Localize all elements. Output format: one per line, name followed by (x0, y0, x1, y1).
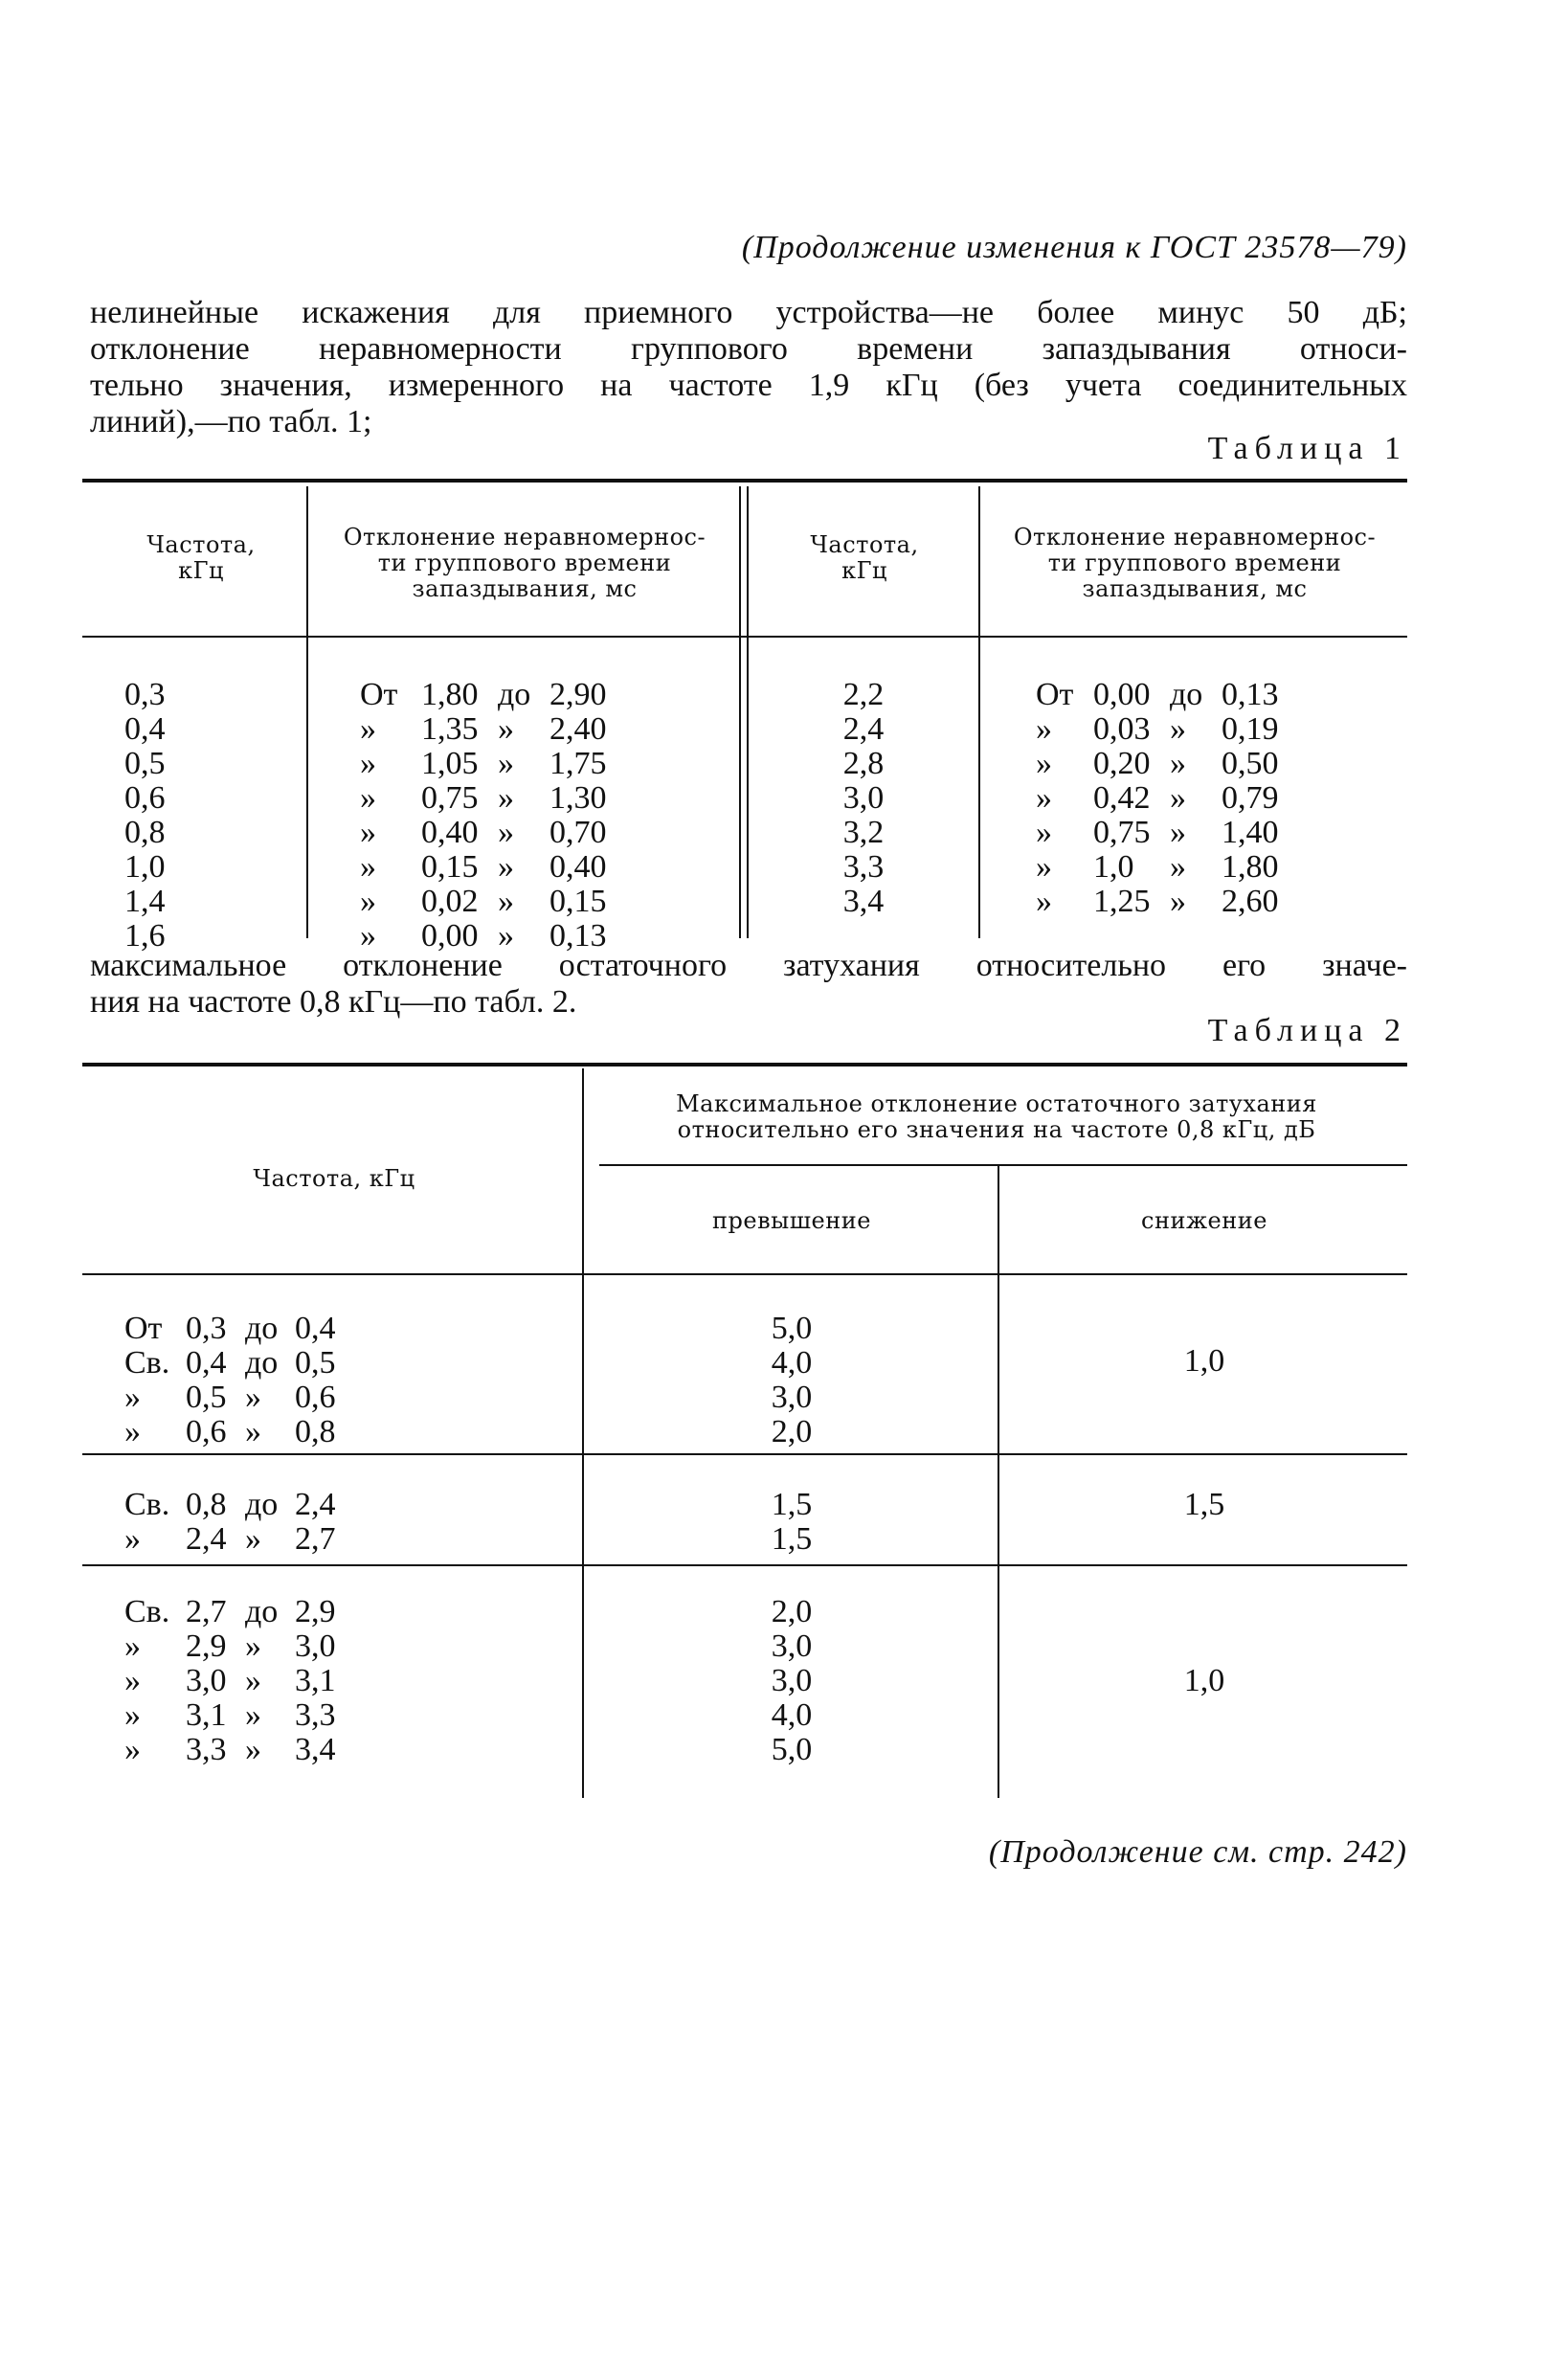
table1-double-divider (747, 486, 749, 938)
table2-decrease-cell: 1,0 (1183, 1663, 1225, 1698)
table2-header-excess: превышение (712, 1207, 871, 1234)
paragraph-line: тельно значения, измеренного на частоте 1,9 кГц (без учета соединительных (90, 368, 1407, 403)
table1-divider (978, 486, 980, 938)
table2-mid-column: до до » » (245, 1311, 279, 1449)
table1-header-deviation-left: Отклонение неравномернос- ти группового времени запаздывания, мс (343, 524, 706, 602)
table2-to-column: 0,4 0,5 0,6 0,8 (295, 1311, 336, 1449)
table1-header-rule (82, 636, 1407, 638)
freq-cell: 1,4 (124, 884, 166, 919)
paragraph-line: максимальное отклонение остаточного затухания относительно его значе- (90, 948, 1407, 983)
table1-right-prefix-column: От » » » » » » (1036, 677, 1074, 919)
table1-left-freq-column (124, 678, 211, 954)
freq-cell: 0,6 (124, 780, 166, 816)
paragraph-line: отклонение неравномерности группового времени запаздывания относи- (90, 331, 1407, 367)
table2-prefix-column: От Св. » » (124, 1311, 170, 1449)
freq-cell: 3,0 (842, 780, 885, 816)
freq-cell: 0,3 (124, 677, 166, 712)
freq-cell: 2,2 (842, 677, 885, 712)
table2-group-rule (82, 1564, 1407, 1566)
paragraph-line: нелинейные искажения для приемного устройства—не более минус 50 дБ; (90, 295, 1407, 330)
freq-cell: 2,8 (842, 746, 885, 781)
table2-decrease-cell: 1,0 (1183, 1343, 1225, 1379)
table2-caption: Таблица 2 (1207, 1013, 1407, 1048)
table2-header-decrease: снижение (1141, 1207, 1267, 1234)
table2-to-column: 2,9 3,0 3,1 3,3 3,4 (295, 1594, 336, 1767)
table2-divider (998, 1275, 999, 1798)
table1-caption: Таблица 1 (1207, 431, 1407, 466)
table1-double-divider (739, 486, 741, 938)
table1-right-freq-column (823, 678, 904, 919)
freq-cell: 3,4 (842, 884, 885, 919)
freq-cell: 1,0 (124, 849, 166, 885)
paragraph-line: линий),—по табл. 1; (90, 404, 372, 439)
table2-divider (998, 1166, 999, 1273)
table2-prefix-column: Св. » (124, 1487, 170, 1557)
table1-divider (306, 486, 308, 938)
freq-cell: 0,8 (124, 815, 166, 850)
table2-header-rule (82, 1273, 1407, 1275)
freq-cell: 3,2 (842, 815, 885, 850)
continuation-footer: (Продолжение см. стр. 242) (988, 1834, 1407, 1870)
freq-cell: 0,4 (124, 711, 166, 747)
freq-cell: 3,3 (842, 849, 885, 885)
paragraph-line: ния на частоте 0,8 кГц—по табл. 2. (90, 984, 577, 1020)
table2-mid-column: до » (245, 1487, 279, 1557)
table1-right-to-column: 0,13 0,19 0,50 0,79 1,40 1,80 2,60 (1222, 677, 1279, 919)
table1-left-from-column: 1,80 1,35 1,05 0,75 0,40 0,15 0,02 0,00 (421, 677, 479, 954)
table2-excess-column: 1,5 1,5 (771, 1487, 813, 1557)
table2-group-rule (82, 1453, 1407, 1455)
freq-cell: 0,5 (124, 746, 166, 781)
table1-header-deviation-right: Отклонение неравномернос- ти группового времени запаздывания, мс (1013, 524, 1377, 602)
table2-from-column: 0,3 0,4 0,5 0,6 (186, 1311, 227, 1449)
freq-cell: 2,4 (842, 711, 885, 747)
table1-right-mid-column: до » » » » » » (1170, 677, 1203, 919)
table2-excess-column: 5,0 4,0 3,0 2,0 (771, 1311, 813, 1449)
table1-left-mid-column: до » » » » » » » (498, 677, 531, 954)
table2-mid-column: до » » » » (245, 1594, 279, 1767)
table2-excess-column: 2,0 3,0 3,0 4,0 5,0 (771, 1594, 813, 1767)
table2-header-max-deviation: Максимальное отклонение остаточного затухания относительно его значения на частоте 0,8 кГц, дБ (676, 1090, 1317, 1143)
table1-left-to-column: 2,90 2,40 1,75 1,30 0,70 0,40 0,15 0,13 (549, 677, 607, 954)
table2-from-column: 0,8 2,4 (186, 1487, 227, 1557)
table1-header-freq-right: Частота, кГц (810, 531, 919, 584)
table2-subheader-rule (599, 1164, 1407, 1166)
table2-top-rule (82, 1063, 1407, 1067)
table2-prefix-column: Св. » » » » (124, 1594, 170, 1767)
continuation-header: (Продолжение изменения к ГОСТ 23578—79) (741, 230, 1407, 265)
table2-to-column: 2,4 2,7 (295, 1487, 336, 1557)
table1-left-prefix-column: От » » » » » » » (360, 677, 398, 954)
table2-divider (582, 1068, 584, 1798)
table2-decrease-cell: 1,5 (1183, 1487, 1225, 1522)
freq-cell: 1,6 (124, 918, 166, 954)
table2-from-column: 2,7 2,9 3,0 3,1 3,3 (186, 1594, 227, 1767)
table1-top-rule (82, 479, 1407, 483)
table1-right-from-column: 0,00 0,03 0,20 0,42 0,75 1,0 1,25 (1093, 677, 1151, 919)
table2-header-freq: Частота, кГц (253, 1165, 415, 1192)
table1-header-freq-left: Частота, кГц (146, 531, 256, 584)
